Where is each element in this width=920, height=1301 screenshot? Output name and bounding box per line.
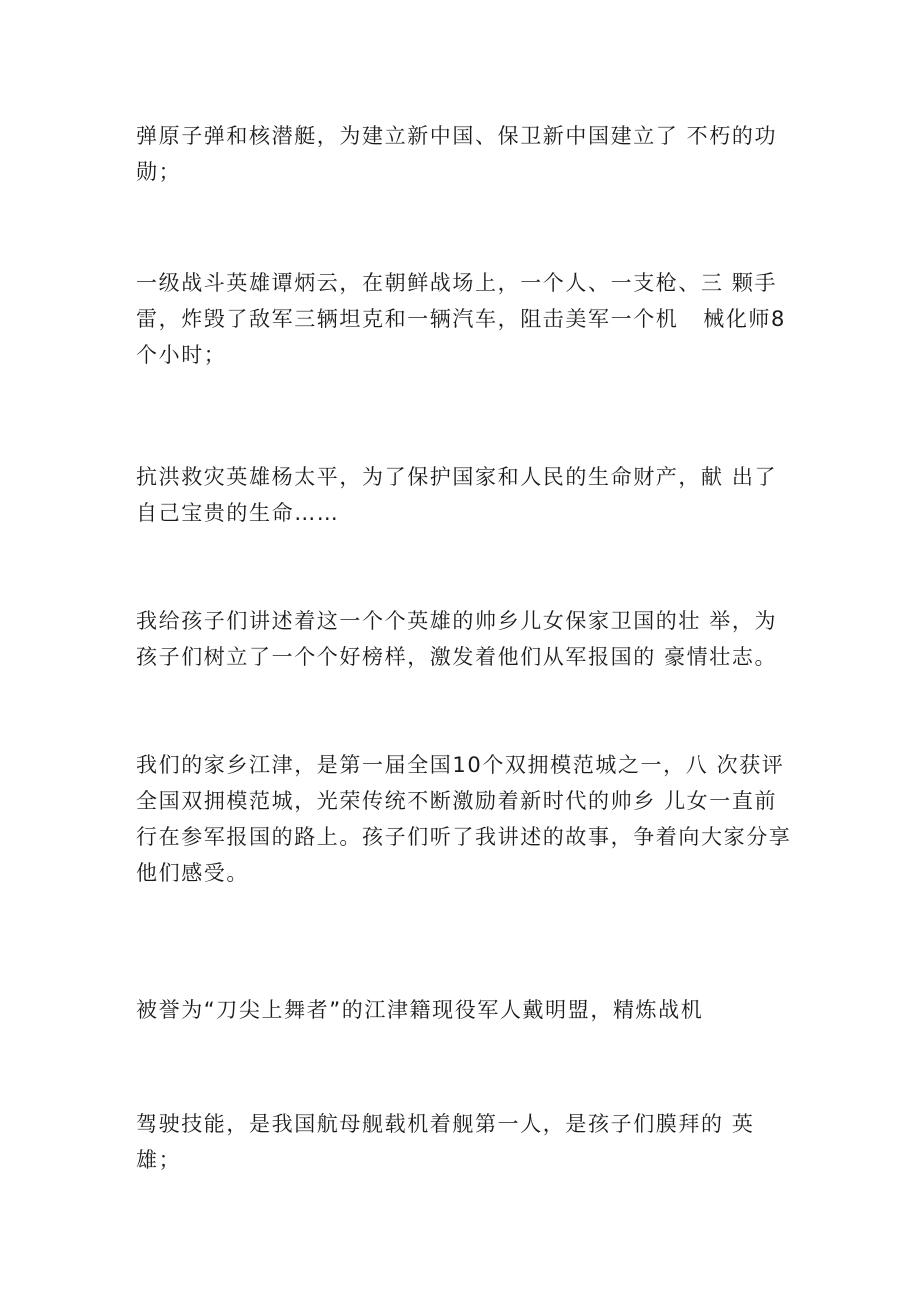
paragraph-line: 雄； [136, 1148, 182, 1172]
paragraph-line: 自己宝贵的生命…… [136, 501, 340, 525]
paragraph-4 [136, 603, 796, 675]
paragraph-line: 弹原子弹和核潜艇，为建立新中国、保卫新中国建立了 不朽的功 [136, 124, 778, 148]
paragraph-line: 行在参军报国的路上。孩子们听了我讲述的故事，争着向大家分享 [136, 825, 792, 849]
paragraph-line: 一级战斗英雄谭炳云，在朝鲜战场上，一个人、一支枪、三 颗手 [136, 271, 778, 295]
paragraph-line: 他们感受。 [136, 861, 249, 885]
paragraph-line: 被誉为“刀尖上舞者”的江津籍现役军人戴明盟，精炼战机 [136, 998, 704, 1022]
paragraph-5 [136, 747, 796, 891]
paragraph-line: 全国双拥模范城，光荣传统不断激励着新时代的帅乡 儿女一直前 [136, 789, 778, 813]
paragraph-2 [136, 265, 796, 373]
paragraph-line: 个小时； [136, 343, 227, 367]
paragraph-line: 我给孩子们讲述着这一个个英雄的帅乡儿女保家卫国的壮 举，为 [136, 609, 778, 633]
paragraph-3 [136, 459, 796, 531]
paragraph-7 [136, 1106, 796, 1178]
paragraph-line: 雷，炸毁了敌军三辆坦克和一辆汽车，阻击美军一个机 械化师8 [136, 307, 786, 331]
paragraph-line: 驾驶技能，是我国航母舰载机着舰第一人，是孩子们膜拜的 英 [136, 1112, 755, 1136]
paragraph-line: 抗洪救灾英雄杨太平，为了保护国家和人民的生命财产，献 出了 [136, 465, 778, 489]
paragraph-line: 孩子们树立了一个个好榜样，激发着他们从军报国的 豪情壮志。 [136, 645, 778, 669]
paragraph-1 [136, 118, 796, 190]
paragraph-line: 勋； [136, 160, 182, 184]
paragraph-6 [136, 992, 796, 1028]
paragraph-line: 我们的家乡江津，是第一届全国10个双拥模范城之一，八 次获评 [136, 753, 785, 777]
